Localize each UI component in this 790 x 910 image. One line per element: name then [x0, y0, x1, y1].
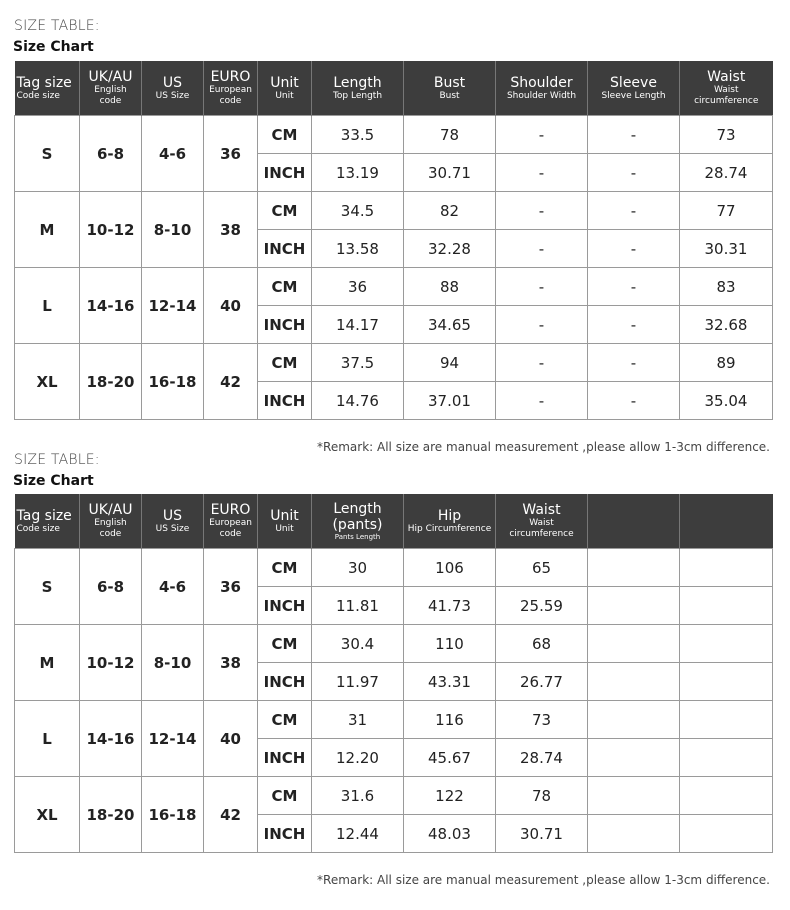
- header-main-label: Waist: [522, 502, 561, 518]
- header-sub-label: Code size: [16, 90, 60, 101]
- measurement-cell: 68: [496, 625, 588, 663]
- measurement-cell: 106: [404, 549, 496, 587]
- header-sub-label: Unit: [275, 90, 294, 101]
- header-sub-label: Code size: [16, 523, 60, 534]
- header-main-label: US: [162, 507, 183, 524]
- unit-cell: CM: [258, 777, 312, 815]
- measurement-cell: 78: [404, 116, 496, 154]
- measurement-cell: [680, 701, 773, 739]
- tag-size-cell: M: [15, 625, 80, 701]
- header-cell: [404, 61, 496, 116]
- header-cell: [142, 494, 204, 549]
- us-size-cell: 8-10: [142, 192, 204, 268]
- header-cell: [404, 494, 496, 549]
- section-label: SIZE TABLE:: [14, 452, 100, 468]
- header-sub-label: Waist circumference: [509, 518, 574, 539]
- header-main-label: Unit: [270, 74, 299, 91]
- us-size-cell: 4-6: [142, 549, 204, 625]
- table-row: [15, 192, 773, 230]
- uk-size-cell: 6-8: [80, 549, 142, 625]
- measurement-cell: 11.97: [312, 663, 404, 701]
- unit-cell: CM: [258, 268, 312, 306]
- header-sub-label: European code: [209, 85, 252, 106]
- header-cell: [15, 61, 80, 116]
- measurement-cell: 43.31: [404, 663, 496, 701]
- header-main-label: US: [162, 74, 183, 91]
- header-cell: [680, 494, 773, 549]
- header-cell: [496, 61, 588, 116]
- table-row: [15, 344, 773, 382]
- header-cell: [258, 61, 312, 116]
- header-cell: [588, 61, 680, 116]
- euro-size-cell: 38: [204, 192, 258, 268]
- euro-size-cell: 42: [204, 777, 258, 853]
- unit-cell: CM: [258, 192, 312, 230]
- unit-cell: INCH: [258, 382, 312, 420]
- header-sub-label: Hip Circumference: [407, 523, 492, 534]
- measurement-cell: 88: [404, 268, 496, 306]
- measurement-cell: 73: [496, 701, 588, 739]
- tag-size-cell: S: [15, 549, 80, 625]
- unit-cell: CM: [258, 344, 312, 382]
- section-title: Size Chart: [13, 39, 94, 55]
- measurement-cell: [680, 777, 773, 815]
- tag-size-cell: L: [15, 701, 80, 777]
- measurement-cell: [588, 701, 680, 739]
- measurement-cell: 32.68: [680, 306, 773, 344]
- measurement-cell: [588, 739, 680, 777]
- header-main-label: EURO: [210, 502, 251, 518]
- measurement-cell: -: [588, 192, 680, 230]
- header-main-label: UK/AU: [88, 69, 133, 85]
- tag-size-cell: XL: [15, 344, 80, 420]
- measurement-cell: -: [496, 154, 588, 192]
- header-sub-label: Top Length: [332, 90, 383, 101]
- euro-size-cell: 36: [204, 549, 258, 625]
- measurement-cell: [588, 625, 680, 663]
- unit-cell: INCH: [258, 815, 312, 853]
- unit-cell: INCH: [258, 663, 312, 701]
- measurement-cell: 26.77: [496, 663, 588, 701]
- measurement-cell: [680, 549, 773, 587]
- measurement-cell: 45.67: [404, 739, 496, 777]
- unit-cell: CM: [258, 116, 312, 154]
- header-sub-label: Pants Length: [334, 532, 381, 541]
- measurement-cell: -: [588, 230, 680, 268]
- uk-size-cell: 10-12: [80, 625, 142, 701]
- measurement-cell: 11.81: [312, 587, 404, 625]
- table-row: [15, 116, 773, 154]
- us-size-cell: 4-6: [142, 116, 204, 192]
- tag-size-cell: XL: [15, 777, 80, 853]
- euro-size-cell: 38: [204, 625, 258, 701]
- header-sub-label: Waist circumference: [694, 85, 759, 106]
- euro-size-cell: 40: [204, 701, 258, 777]
- measurement-cell: 122: [404, 777, 496, 815]
- unit-cell: CM: [258, 701, 312, 739]
- header-sub-label: European code: [209, 518, 252, 539]
- uk-size-cell: 18-20: [80, 777, 142, 853]
- measurement-cell: 30.4: [312, 625, 404, 663]
- euro-size-cell: 42: [204, 344, 258, 420]
- unit-cell: INCH: [258, 154, 312, 192]
- measurement-cell: 37.01: [404, 382, 496, 420]
- measurement-cell: 14.76: [312, 382, 404, 420]
- uk-size-cell: 18-20: [80, 344, 142, 420]
- header-sub-label: US Size: [155, 523, 190, 534]
- tag-size-cell: L: [15, 268, 80, 344]
- measurement-cell: 65: [496, 549, 588, 587]
- header-main-label: Tag size: [16, 507, 72, 524]
- measurement-cell: 13.19: [312, 154, 404, 192]
- measurement-cell: -: [496, 306, 588, 344]
- measurement-cell: 31.6: [312, 777, 404, 815]
- measurement-cell: 116: [404, 701, 496, 739]
- uk-size-cell: 10-12: [80, 192, 142, 268]
- header-main-label: Length (pants): [332, 500, 383, 533]
- table-row: [15, 625, 773, 663]
- measurement-cell: 89: [680, 344, 773, 382]
- header-main-label: Unit: [270, 507, 299, 524]
- measurement-cell: 28.74: [496, 739, 588, 777]
- measurement-cell: [588, 663, 680, 701]
- measurement-cell: 33.5: [312, 116, 404, 154]
- measurement-cell: -: [496, 268, 588, 306]
- uk-size-cell: 14-16: [80, 268, 142, 344]
- header-sub-label: Sleeve Length: [601, 90, 666, 101]
- euro-size-cell: 40: [204, 268, 258, 344]
- measurement-cell: 73: [680, 116, 773, 154]
- table-row: [15, 701, 773, 739]
- measurement-cell: 25.59: [496, 587, 588, 625]
- measurement-cell: -: [588, 382, 680, 420]
- measurement-cell: -: [588, 344, 680, 382]
- header-sub-label: US Size: [155, 90, 190, 101]
- us-size-cell: 12-14: [142, 268, 204, 344]
- header-cell: [680, 61, 773, 116]
- measurement-cell: -: [496, 344, 588, 382]
- measurement-cell: 12.20: [312, 739, 404, 777]
- header-main-label: Shoulder: [510, 74, 573, 91]
- measurement-cell: 36: [312, 268, 404, 306]
- measurement-cell: 110: [404, 625, 496, 663]
- unit-cell: INCH: [258, 230, 312, 268]
- measurement-cell: 30.71: [496, 815, 588, 853]
- remark-text: *Remark: All size are manual measurement ,please allow 1-3cm difference.: [317, 873, 770, 887]
- measurement-cell: 30.71: [404, 154, 496, 192]
- measurement-cell: -: [496, 192, 588, 230]
- unit-cell: CM: [258, 549, 312, 587]
- measurement-cell: 83: [680, 268, 773, 306]
- measurement-cell: 78: [496, 777, 588, 815]
- measurement-cell: 34.65: [404, 306, 496, 344]
- measurement-cell: 77: [680, 192, 773, 230]
- measurement-cell: 14.17: [312, 306, 404, 344]
- header-sub-label: Bust: [439, 90, 460, 101]
- measurement-cell: -: [588, 306, 680, 344]
- measurement-cell: 48.03: [404, 815, 496, 853]
- size-table-top: [14, 61, 773, 420]
- unit-cell: INCH: [258, 587, 312, 625]
- measurement-cell: [588, 549, 680, 587]
- header-main-label: Waist: [707, 69, 746, 85]
- header-cell: [80, 61, 142, 116]
- section-label: SIZE TABLE:: [14, 18, 100, 34]
- header-main-label: UK/AU: [88, 502, 133, 518]
- header-cell: [80, 494, 142, 549]
- header-row: [15, 61, 773, 116]
- measurement-cell: [680, 625, 773, 663]
- header-sub-label: Unit: [275, 523, 294, 534]
- header-sub-label: English code: [94, 518, 127, 539]
- measurement-cell: [680, 815, 773, 853]
- measurement-cell: [588, 777, 680, 815]
- measurement-cell: 94: [404, 344, 496, 382]
- header-main-label: EURO: [210, 69, 251, 85]
- measurement-cell: 82: [404, 192, 496, 230]
- measurement-cell: 13.58: [312, 230, 404, 268]
- measurement-cell: -: [496, 116, 588, 154]
- header-row: [15, 494, 773, 549]
- header-cell: [588, 494, 680, 549]
- header-cell: [258, 494, 312, 549]
- us-size-cell: 12-14: [142, 701, 204, 777]
- measurement-cell: 41.73: [404, 587, 496, 625]
- measurement-cell: [680, 587, 773, 625]
- measurement-cell: -: [496, 382, 588, 420]
- header-cell: [142, 61, 204, 116]
- table-row: [15, 549, 773, 587]
- table-row: [15, 268, 773, 306]
- header-main-label: Hip: [437, 507, 462, 524]
- measurement-cell: 31: [312, 701, 404, 739]
- unit-cell: INCH: [258, 739, 312, 777]
- header-main-label: Length: [333, 74, 382, 91]
- measurement-cell: [588, 815, 680, 853]
- unit-cell: INCH: [258, 306, 312, 344]
- measurement-cell: [588, 587, 680, 625]
- uk-size-cell: 14-16: [80, 701, 142, 777]
- measurement-cell: 28.74: [680, 154, 773, 192]
- measurement-cell: -: [588, 116, 680, 154]
- measurement-cell: -: [588, 154, 680, 192]
- us-size-cell: 16-18: [142, 777, 204, 853]
- header-main-label: Bust: [433, 74, 466, 91]
- header-cell: [204, 494, 258, 549]
- tag-size-cell: M: [15, 192, 80, 268]
- measurement-cell: 34.5: [312, 192, 404, 230]
- unit-cell: CM: [258, 625, 312, 663]
- header-cell: [15, 494, 80, 549]
- remark-text: *Remark: All size are manual measurement ,please allow 1-3cm difference.: [317, 440, 770, 454]
- tag-size-cell: S: [15, 116, 80, 192]
- header-main-label: Sleeve: [610, 74, 657, 91]
- header-cell: [204, 61, 258, 116]
- header-cell: [312, 61, 404, 116]
- header-cell: [312, 494, 404, 549]
- measurement-cell: 12.44: [312, 815, 404, 853]
- measurement-cell: -: [496, 230, 588, 268]
- euro-size-cell: 36: [204, 116, 258, 192]
- uk-size-cell: 6-8: [80, 116, 142, 192]
- measurement-cell: -: [588, 268, 680, 306]
- section-title: Size Chart: [13, 473, 94, 489]
- header-cell: [496, 494, 588, 549]
- measurement-cell: 37.5: [312, 344, 404, 382]
- measurement-cell: 35.04: [680, 382, 773, 420]
- header-sub-label: English code: [94, 85, 127, 106]
- us-size-cell: 16-18: [142, 344, 204, 420]
- us-size-cell: 8-10: [142, 625, 204, 701]
- measurement-cell: [680, 739, 773, 777]
- measurement-cell: 32.28: [404, 230, 496, 268]
- header-main-label: Tag size: [16, 74, 72, 91]
- measurement-cell: 30.31: [680, 230, 773, 268]
- header-sub-label: Shoulder Width: [506, 90, 577, 101]
- size-table-pants: [14, 494, 773, 853]
- table-row: [15, 777, 773, 815]
- measurement-cell: [680, 663, 773, 701]
- measurement-cell: 30: [312, 549, 404, 587]
